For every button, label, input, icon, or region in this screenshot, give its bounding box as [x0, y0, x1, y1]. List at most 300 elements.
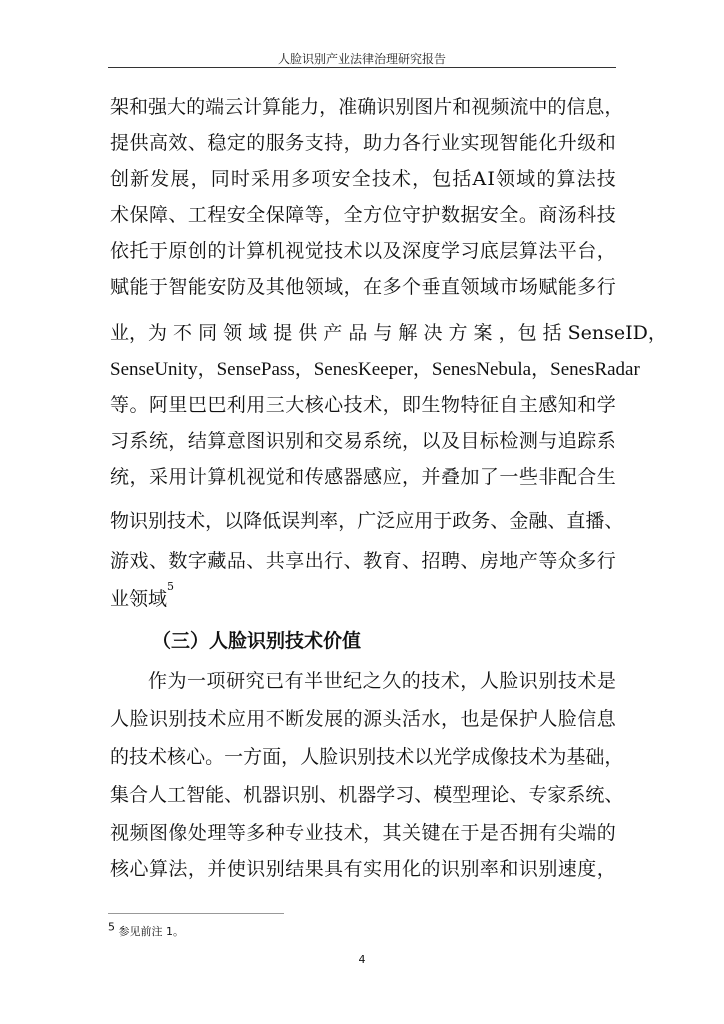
glyph-run: 术 [110, 204, 130, 226]
glyph-run: 安 [331, 168, 351, 190]
body-line [110, 203, 616, 227]
glyph-run: 算 [246, 240, 266, 262]
glyph-run: 法 [576, 168, 596, 190]
glyph-run: 人 [110, 708, 130, 730]
glyph-run: 自 [499, 394, 519, 416]
glyph-run: 能 [187, 276, 207, 298]
glyph-run: 关 [402, 822, 422, 844]
glyph-run: 位 [382, 204, 402, 226]
glyph-run: I [487, 168, 495, 190]
glyph-run: 视 [285, 240, 305, 262]
glyph-run: 项 [206, 670, 226, 692]
glyph-run: 及 [440, 430, 460, 452]
footnote [108, 920, 184, 939]
glyph-run: 一 [499, 466, 519, 488]
glyph-run: 利 [226, 394, 246, 416]
glyph-run: 核 [304, 394, 324, 416]
glyph-run: 据 [460, 204, 480, 226]
glyph-run: 种 [265, 822, 285, 844]
glyph-run: 平 [557, 240, 577, 262]
glyph-run: 频 [490, 96, 510, 118]
glyph-run: 器 [343, 466, 363, 488]
glyph-run: 等 [538, 550, 558, 572]
glyph-run: 金 [509, 510, 529, 532]
glyph-run: 算 [556, 168, 576, 190]
glyph-run: 识 [148, 708, 168, 730]
glyph-run: 久 [382, 670, 402, 692]
glyph-run: 误 [281, 510, 301, 532]
glyph-run: 强 [148, 96, 168, 118]
glyph-run: 、 [187, 132, 207, 154]
glyph-run: 同 [210, 168, 230, 190]
glyph-run: 论 [490, 784, 510, 806]
glyph-run: 商 [538, 204, 558, 226]
glyph-run: ， [324, 204, 344, 226]
glyph-run: 心 [129, 858, 149, 880]
body-line [110, 549, 616, 573]
glyph-run: 及 [382, 240, 402, 262]
glyph-run: 生 [421, 394, 441, 416]
glyph-run: 防 [226, 276, 246, 298]
glyph-run: 行 [596, 276, 616, 298]
glyph-run: ， [187, 858, 207, 880]
glyph-run: 原 [168, 240, 188, 262]
glyph-run: 及 [246, 276, 266, 298]
glyph-run: 能 [129, 276, 149, 298]
glyph-run: 术 [343, 822, 363, 844]
glyph-run: 的 [343, 708, 363, 730]
glyph-run: SenesNebula， [431, 359, 551, 380]
glyph-run: 、 [604, 510, 624, 532]
glyph-run: 了 [479, 466, 499, 488]
glyph-run: 专 [285, 822, 305, 844]
glyph-run: 息 [585, 96, 605, 118]
glyph-run: 有 [343, 858, 363, 880]
glyph-run: 端 [205, 96, 225, 118]
glyph-run: 赋 [110, 276, 130, 298]
glyph-run: 测 [518, 430, 538, 452]
glyph-run: 能 [205, 784, 225, 806]
glyph-run: 用 [271, 168, 291, 190]
glyph-run: 务 [285, 132, 305, 154]
glyph-run: 和 [499, 858, 519, 880]
glyph-run: 片 [433, 96, 453, 118]
glyph-run: 行 [324, 550, 344, 572]
glyph-run: 务 [471, 510, 491, 532]
glyph-run: ， [319, 96, 339, 118]
glyph-run: 数 [168, 550, 188, 572]
glyph-run: SenesKeeper， [313, 359, 432, 380]
glyph-run: ， [596, 858, 616, 880]
glyph-run: 别 [460, 858, 480, 880]
glyph-run: 护 [421, 204, 441, 226]
glyph-run: 障 [285, 204, 305, 226]
glyph-run: 学 [596, 394, 616, 416]
glyph-run: 创 [110, 168, 130, 190]
body-line [110, 509, 624, 533]
glyph-run: 应 [382, 466, 402, 488]
glyph-run: 等 [304, 204, 324, 226]
glyph-run: 等 [226, 822, 246, 844]
glyph-run: 率 [479, 858, 499, 880]
body-line [110, 429, 616, 453]
glyph-run: 征 [479, 394, 499, 416]
glyph-run: 别 [285, 430, 305, 452]
glyph-run: 服 [265, 132, 285, 154]
glyph-run: 别 [395, 96, 415, 118]
footnote-marker: 5 [108, 920, 115, 934]
glyph-run: 台 [577, 240, 597, 262]
glyph-run: 于 [433, 510, 453, 532]
glyph-run: ， [402, 466, 422, 488]
glyph-run: 已 [265, 670, 285, 692]
glyph-run: 别 [265, 858, 285, 880]
glyph-run: 非 [538, 466, 558, 488]
glyph-run: 汤 [557, 204, 577, 226]
glyph-run: 保 [129, 204, 149, 226]
glyph-run: 和 [304, 430, 324, 452]
glyph-run: ， [281, 746, 301, 768]
glyph-run: 率 [319, 510, 339, 532]
glyph-run: 教 [363, 550, 383, 572]
glyph-run: 的 [536, 168, 556, 190]
glyph-run: 息 [596, 708, 616, 730]
glyph-run: 图 [148, 822, 168, 844]
glyph-run: 纪 [343, 670, 363, 692]
glyph-run: 尖 [557, 822, 577, 844]
glyph-run: ， [343, 132, 363, 154]
glyph-run: 信 [566, 96, 586, 118]
body-line [110, 321, 667, 345]
glyph-run: 阿 [148, 394, 168, 416]
glyph-run: 方 [243, 746, 263, 768]
body-line [110, 783, 624, 807]
glyph-run: 感 [538, 394, 558, 416]
glyph-run: 别 [538, 858, 558, 880]
glyph-run: ， [596, 240, 616, 262]
glyph-run: 化 [538, 132, 558, 154]
glyph-run: 易 [343, 430, 363, 452]
glyph-run: 习 [395, 784, 415, 806]
glyph-run: 头 [382, 708, 402, 730]
glyph-run: 行 [596, 550, 616, 572]
glyph-run: 脸 [499, 670, 519, 692]
glyph-run: 算 [518, 240, 538, 262]
glyph-run: 力 [382, 132, 402, 154]
glyph-run: 全 [246, 204, 266, 226]
glyph-run: 之 [362, 670, 382, 692]
glyph-run: 新 [130, 168, 150, 190]
glyph-run: 术 [528, 746, 548, 768]
glyph-run: 合 [129, 784, 149, 806]
glyph-run: 技 [509, 746, 529, 768]
glyph-run: 发 [150, 168, 170, 190]
glyph-run: 系 [129, 430, 149, 452]
glyph-run: 智 [168, 276, 188, 298]
glyph-run: 器 [262, 784, 282, 806]
glyph-run: 为 不 同 领 域 提 供 产 品 与 解 决 方 案 ， [148, 322, 518, 344]
glyph-run: 术 [186, 510, 206, 532]
glyph-run: 视 [110, 822, 130, 844]
glyph-run: 巴 [207, 394, 227, 416]
glyph-run: 。 [518, 204, 538, 226]
glyph-run: 具 [324, 858, 344, 880]
glyph-run: 用 [168, 466, 188, 488]
glyph-run: 藏 [207, 550, 227, 572]
page-number: 4 [358, 953, 366, 966]
glyph-run: 、 [402, 550, 422, 572]
glyph-run: 、 [343, 550, 363, 572]
glyph-run: ， [440, 708, 460, 730]
glyph-run: 出 [304, 550, 324, 572]
glyph-run: 能 [281, 96, 301, 118]
glyph-run: 保 [265, 204, 285, 226]
glyph-run: SenseUnity， [110, 359, 217, 380]
glyph-run: 像 [490, 746, 510, 768]
glyph-run: 系 [363, 430, 383, 452]
glyph-run: 感 [324, 466, 344, 488]
glyph-run: 科 [577, 204, 597, 226]
glyph-run: 于 [148, 276, 168, 298]
glyph-run: ， [343, 276, 363, 298]
glyph-run: 为 [167, 670, 187, 692]
glyph-run: 核 [167, 746, 187, 768]
glyph-run: 垂 [421, 276, 441, 298]
glyph-run: 采 [148, 466, 168, 488]
glyph-run: 个 [402, 276, 422, 298]
glyph-run: 广 [357, 510, 377, 532]
glyph-run: ， [338, 510, 358, 532]
glyph-run: 感 [363, 466, 383, 488]
glyph-run: 面 [262, 746, 282, 768]
glyph-run: 家 [547, 784, 567, 806]
glyph-run: 和 [285, 466, 305, 488]
glyph-run: 频 [129, 822, 149, 844]
glyph-run: 识 [376, 96, 396, 118]
glyph-run: 的 [547, 96, 567, 118]
glyph-run: 、 [224, 784, 244, 806]
glyph-run: 像 [168, 822, 188, 844]
glyph-run: 合 [577, 466, 597, 488]
glyph-run: 域 [324, 276, 344, 298]
glyph-run: 意 [226, 430, 246, 452]
glyph-run: 降 [243, 510, 263, 532]
glyph-run: 物 [440, 394, 460, 416]
glyph-run: 人 [300, 746, 320, 768]
footnote-ref[interactable]: 5 [167, 580, 175, 593]
glyph-run: 以 [224, 510, 244, 532]
glyph-run: 究 [245, 670, 265, 692]
glyph-run: 、 [414, 784, 434, 806]
glyph-run: 物 [110, 510, 130, 532]
glyph-run: 程 [207, 204, 227, 226]
glyph-run: 全 [351, 168, 371, 190]
glyph-run: 全 [499, 204, 519, 226]
glyph-run: ， [460, 670, 480, 692]
glyph-run: 守 [402, 204, 422, 226]
running-header: 人脸识别产业法律治理研究报告 [277, 52, 446, 66]
glyph-run: 定 [226, 132, 246, 154]
glyph-run: 传 [304, 466, 324, 488]
glyph-run: 时 [230, 168, 250, 190]
glyph-run: 识 [265, 430, 285, 452]
glyph-run: 场 [518, 276, 538, 298]
glyph-run: 等 [110, 394, 130, 416]
glyph-run: 深 [402, 240, 422, 262]
body-line-text: 业领域 [110, 588, 168, 610]
glyph-run: 供 [129, 132, 149, 154]
glyph-run: 的 [246, 132, 266, 154]
glyph-run: 在 [363, 276, 383, 298]
glyph-run: 统 [110, 466, 130, 488]
glyph-run: 、 [246, 550, 266, 572]
glyph-run: ， [190, 168, 210, 190]
glyph-run: 业， [110, 322, 149, 344]
glyph-run: 技 [324, 822, 344, 844]
glyph-run: 方 [363, 204, 383, 226]
glyph-run: 用 [246, 394, 266, 416]
glyph-run: 云 [224, 96, 244, 118]
glyph-run: 里 [168, 394, 188, 416]
glyph-run: 多 [246, 822, 266, 844]
glyph-run: 其 [265, 276, 285, 298]
glyph-run: 些 [518, 466, 538, 488]
glyph-run: 域 [479, 276, 499, 298]
glyph-run: 结 [187, 430, 207, 452]
glyph-run: 研 [226, 670, 246, 692]
glyph-run: 括 [452, 168, 472, 190]
glyph-run: 计 [187, 466, 207, 488]
glyph-run: 踪 [577, 430, 597, 452]
glyph-run: 和 [596, 132, 616, 154]
glyph-run: 播 [585, 510, 605, 532]
glyph-run: A [472, 168, 487, 190]
glyph-run: 器 [357, 784, 377, 806]
glyph-run: 础 [585, 746, 605, 768]
glyph-run: 技 [371, 168, 391, 190]
glyph-run: 大 [285, 394, 305, 416]
glyph-run: 度 [577, 858, 597, 880]
glyph-run: 育 [382, 550, 402, 572]
glyph-run: 中 [528, 96, 548, 118]
glyph-run: 一 [224, 746, 244, 768]
glyph-run: 脸 [129, 708, 149, 730]
glyph-run: 和 [577, 394, 597, 416]
glyph-run: 统 [585, 784, 605, 806]
glyph-run: 信 [577, 708, 597, 730]
glyph-run: 速 [557, 858, 577, 880]
glyph-run: 实 [460, 132, 480, 154]
glyph-run: 、 [319, 784, 339, 806]
header-rule [108, 67, 616, 68]
glyph-run: 识 [246, 858, 266, 880]
glyph-run: 多 [577, 550, 597, 572]
glyph-run: ， [604, 96, 624, 118]
glyph-run: 与 [538, 430, 558, 452]
glyph-run: 业 [440, 132, 460, 154]
glyph-run: 人 [479, 670, 499, 692]
glyph-run: 知 [557, 394, 577, 416]
glyph-run: 学 [376, 784, 396, 806]
glyph-run: 用 [414, 510, 434, 532]
glyph-run: 安 [226, 204, 246, 226]
glyph-run: 算 [207, 430, 227, 452]
glyph-run: 技 [343, 394, 363, 416]
glyph-run: 计 [226, 240, 246, 262]
glyph-run: 端 [577, 822, 597, 844]
glyph-run: 字 [187, 550, 207, 572]
glyph-run: 键 [421, 822, 441, 844]
glyph-run: 一 [187, 670, 207, 692]
glyph-run: 应 [395, 510, 415, 532]
glyph-run: 应 [226, 708, 246, 730]
glyph-run: 为 [547, 746, 567, 768]
glyph-run: 托 [129, 240, 149, 262]
glyph-run: 包 括 SenseID， [517, 322, 667, 344]
glyph-run: 工 [187, 204, 207, 226]
glyph-run: 术 [343, 240, 363, 262]
glyph-run: 习 [110, 430, 130, 452]
glyph-run: 技 [324, 240, 344, 262]
glyph-run: 产 [518, 550, 538, 572]
glyph-run: 视 [246, 466, 266, 488]
glyph-run: 术 [395, 746, 415, 768]
glyph-run: 并 [207, 858, 227, 880]
glyph-run: 图 [246, 430, 266, 452]
glyph-run: 半 [304, 670, 324, 692]
glyph-run: 源 [363, 708, 383, 730]
glyph-run: 展 [170, 168, 190, 190]
glyph-run: 发 [304, 708, 324, 730]
glyph-run: 全 [343, 204, 363, 226]
glyph-run: 项 [311, 168, 331, 190]
glyph-run: 、 [168, 204, 188, 226]
glyph-run: 和 [452, 96, 472, 118]
glyph-run: 大 [167, 96, 187, 118]
glyph-run: 检 [499, 430, 519, 452]
glyph-run: 他 [285, 276, 305, 298]
glyph-run: 地 [499, 550, 519, 572]
glyph-run: 依 [110, 240, 130, 262]
body-line-last [110, 580, 616, 611]
glyph-run: 处 [187, 822, 207, 844]
glyph-run: 直 [566, 510, 586, 532]
glyph-run: 术 [577, 670, 597, 692]
glyph-run: 业 [304, 822, 324, 844]
glyph-run: 在 [440, 822, 460, 844]
glyph-run: 智 [186, 784, 206, 806]
glyph-run: 型 [452, 784, 472, 806]
glyph-run: 习 [460, 240, 480, 262]
glyph-run: 行 [421, 132, 441, 154]
glyph-run: 有 [284, 670, 304, 692]
glyph-run: ， [412, 168, 432, 190]
glyph-run: 巴 [187, 394, 207, 416]
glyph-run: 稳 [207, 132, 227, 154]
glyph-run: 别 [168, 708, 188, 730]
glyph-run: 果 [304, 858, 324, 880]
glyph-run: 力 [300, 96, 320, 118]
glyph-run: ， [363, 822, 383, 844]
glyph-run: 即 [402, 394, 422, 416]
glyph-run: 、 [509, 784, 529, 806]
glyph-run: 的 [110, 746, 130, 768]
glyph-run: 共 [265, 550, 285, 572]
glyph-run: 于 [148, 240, 168, 262]
glyph-run: 现 [479, 132, 499, 154]
glyph-run: 享 [285, 550, 305, 572]
glyph-run: SensePass， [216, 359, 314, 380]
